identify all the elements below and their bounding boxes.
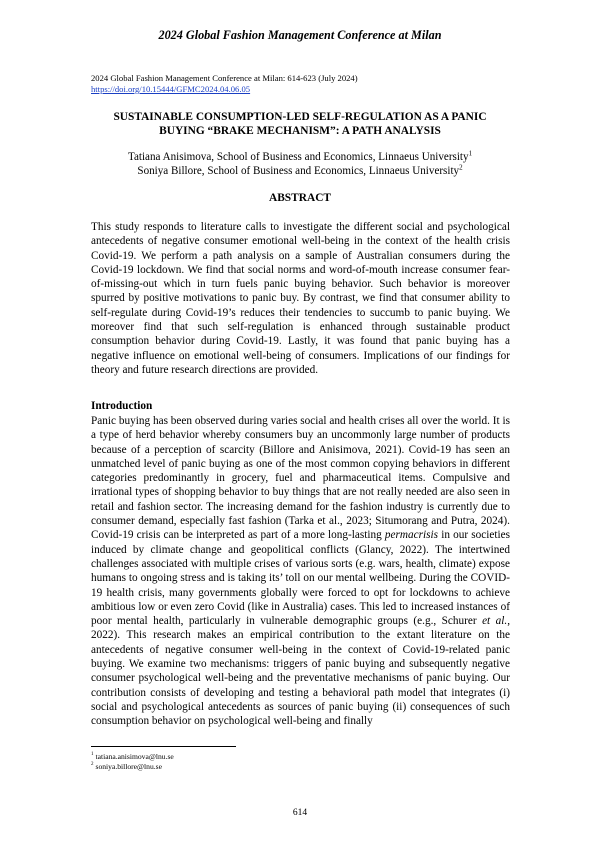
introduction-text-part: , 2022). This research makes an empirical contribution to the extant literature on the antecedents of negative consumer well-being in the context of Covid-19-related panic buying. We examine two mechanisms: triggers of panic buying and subsequently negative consumer psychological well-being and the preventative mechanisms of panic buying. Our contribution consists of developing and testing a behavioral path model that integrates (i) social and psychological antecedents as sources of panic buying (ii) consequences of such consumption behavior on psychological well-being and finally <box>91 615 510 728</box>
introduction-emphasis: permacrisis <box>384 529 439 542</box>
footnote <box>91 752 174 762</box>
abstract-text: This study responds to literature calls to investigate the different social and psychological antecedents of negative consumer emotional well-being in the context of the health crisis Covid-19. We perform a path analysis on a sample of Australian consumers during the Covid-19 lockdown. We find that social norms and word-of-mouth increase consumer fear-of-missing-out which in turn fuels panic buying behavior. Such behavior is moreover spurred by positive motivations to panic buy. By contrast, we find that consumer ability to self-regulate during Covid-19’s reduces their tendencies to succumb to panic buying. We moreover find that such self-regulation is enhanced through sustainable product consumption behavior during Covid-19. Lastly, it was found that panic buying has a negative influence on emotional well-being of consumers. Implications of our findings for theory and future research directions are provided. <box>91 221 510 376</box>
footnote <box>91 762 174 772</box>
footnote-divider <box>91 746 236 747</box>
author-entry <box>60 150 540 164</box>
footnote-number: 1 <box>91 752 94 758</box>
introduction-text-part: Panic buying has been observed during varies social and health crises all over the world. It is a type of herd behavior whereby consumers buy an uncommonly large number of products because of a perception of scarcity (Billore and Anisimova, 2021). Covid-19 has seen an unmatched level of panic buying as one of the most common copying behaviors in different categories predominantly in grocery, fuel and pharmaceutical items. Compulsive and irrational types of shopping behavior to buy things that are not really needed are also seen in retail and fashion sector. The increasing demand for the fashion industry is currently due to consumer demand, especially fast fashion (Tarka et al., 2023; Situmorang and Putra, 2024). Covid-19 crisis can be interpreted as part of a more long-lasting <box>91 415 510 542</box>
author-entry <box>60 164 540 178</box>
footnotes <box>91 752 174 771</box>
footnote-email: soniya.billore@lnu.se <box>95 761 162 771</box>
doi-link[interactable]: https://doi.org/10.15444/GFMC2024.04.06.05 <box>91 84 251 94</box>
author-list <box>60 150 540 178</box>
author-affiliation: Tatiana Anisimova, School of Business and Economics, Linnaeus University <box>127 151 469 163</box>
introduction-text-part: in our societies induced by climate change and geopolitical conflicts (Glancy, 2022). The intertwined challenges associated with multiple crises of various sorts (e.g. wars, health, climate) expose humans to ongoing stress and is taking its’ toll on our mental wellbeing. During the COVID-19 health crisis, many governments globally were forced to opt for lockdowns to achieve ambitious low or even zero Covid (like in Australia) cases. This led to increased instances of poor mental health, particularly in vulnerable demographic groups (e.g., Schurer <box>91 529 510 628</box>
footnote-mark: 2 <box>459 163 463 172</box>
conference-header: 2024 Global Fashion Management Conference at Milan <box>158 28 442 42</box>
page-number: 614 <box>292 808 308 818</box>
footnote-mark: 1 <box>468 149 473 158</box>
paper-title-line-2: BUYING “BRAKE MECHANISM”: A PATH ANALYSIS <box>159 125 441 137</box>
paper-title-line-1: SUSTAINABLE CONSUMPTION-LED SELF-REGULATION AS A PANIC <box>113 111 487 123</box>
paper-title <box>91 110 509 138</box>
author-affiliation: Soniya Billore, School of Business and Economics, Linnaeus University <box>137 165 460 177</box>
introduction-text <box>91 414 510 729</box>
citation-line: 2024 Global Fashion Management Conference at Milan: 614-623 (July 2024) <box>91 73 358 83</box>
footnote-number: 2 <box>91 762 94 768</box>
introduction-emphasis: et al. <box>482 615 508 628</box>
citation-block <box>91 73 358 95</box>
footnote-email: tatiana.anisimova@lnu.se <box>95 752 174 761</box>
abstract-heading: ABSTRACT <box>268 192 332 204</box>
introduction-heading: Introduction <box>91 400 153 412</box>
